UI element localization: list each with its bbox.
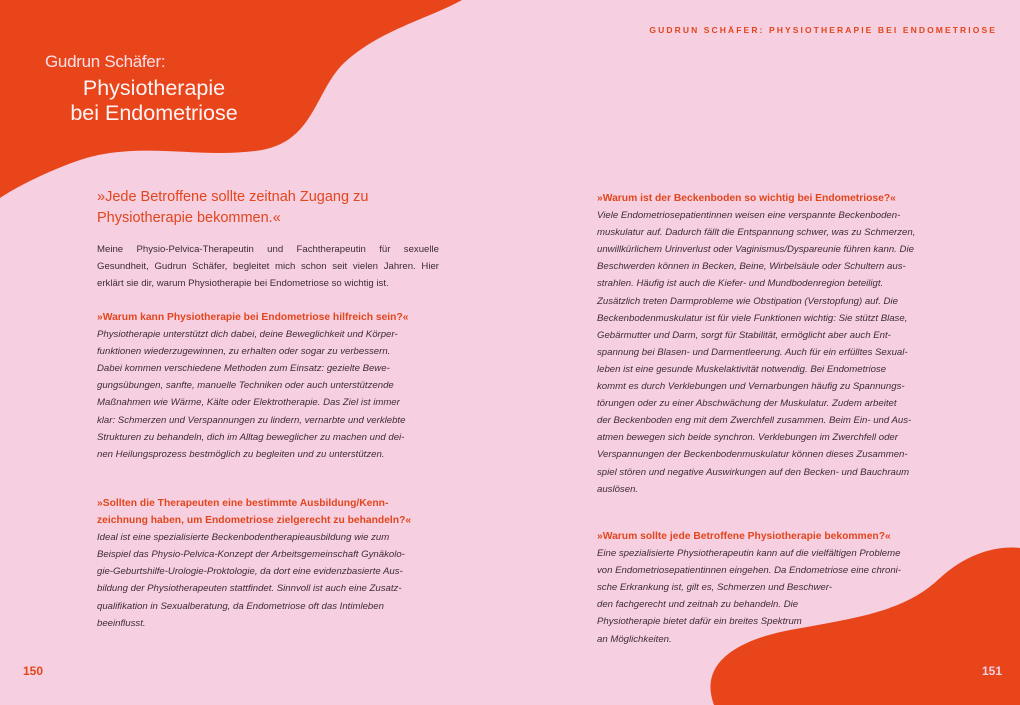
page-number-right: 151 — [982, 664, 1003, 678]
text-line: Strukturen zu behandeln, dich im Alltag beweglicher zu machen und dei- — [97, 431, 405, 443]
text-line: von Endometriosepatientinnen eingehen. Da Endometriose eine chroni- — [597, 565, 901, 577]
text-line: muskulatur auf. Dadurch fällt die Entspannung schwer, was zu Schmerzen, — [597, 227, 916, 239]
text-line: spannung bei Blasen- und Darmentleerung. Auch für ein erfülltes Sexual- — [597, 346, 908, 358]
page-number-left: 150 — [23, 664, 44, 678]
section-heading: »Warum sollte jede Betroffene Physiotherapie bekommen?« — [597, 531, 891, 542]
text-line: klar: Schmerzen und Verspannungen zu lindern, vernarbte und verklebte — [97, 414, 406, 426]
text-line: Ideal ist eine spezialisierte Beckenbodentherapieausbildung wie zum — [97, 532, 390, 544]
section-heading: »Sollten die Therapeuten eine bestimmte Ausbildung/Kenn- — [97, 498, 389, 509]
text-line: Eine spezialisierte Physiotherapeutin kann auf die vielfältigen Probleme — [597, 548, 901, 560]
text-line: Gebärmutter und Darm, sorgt für Stabilität, ermöglicht aber auch Ent- — [597, 329, 891, 341]
text-line: Viele Endometriosepatientinnen weisen eine verspannte Beckenboden- — [597, 210, 901, 222]
text-line: erklärt sie dir, warum Physiotherapie bei Endometriose so wichtig ist. — [97, 278, 389, 290]
section-q4 — [597, 528, 939, 648]
text-line: Physiotherapie unterstützt dich dabei, deine Beweglichkeit und Körper- — [97, 329, 398, 341]
text-line: Beschwerden können in Becken, Beine, Wirbelsäule oder Schultern aus- — [597, 261, 906, 273]
text-line: an Möglichkeiten. — [597, 633, 672, 645]
section-heading: zeichnung haben, um Endometriose zielgerecht zu behandeln?« — [97, 515, 412, 527]
title-line-1: Physiotherapie — [82, 76, 226, 100]
text-line: gungsübungen, sanfte, manuelle Techniken oder auch unterstützende — [97, 380, 394, 392]
text-line: kommt es durch Verklebungen und Vernarbungen häufig zu Spannungs- — [597, 381, 905, 393]
text-line: Zusätzlich treten Darmprobleme wie Obstipation (Verstopfung) auf. Die — [597, 295, 898, 307]
text-line: der Beckenboden eng mit dem Zwerchfell zusammen. Beim Ein- und Aus- — [597, 415, 912, 427]
text-line: bildung der Physiotherapeuten stattfindet. Sinnvoll ist auch eine Zusatz- — [97, 583, 402, 595]
section-heading: »Warum kann Physiotherapie bei Endometriose hilfreich sein?« — [97, 312, 409, 323]
text-line: Dabei kommen verschiedene Methoden zum Einsatz: gezielte Bewe- — [97, 363, 390, 375]
section-q1 — [97, 309, 439, 463]
text-line: Beckenbodenmuskulatur ist für viele Funktionen wichtig: Sie stützt Blase, — [597, 312, 908, 324]
text-line: Meine Physio-Pelvica-Therapeutin und Fachtherapeutin für sexuelle — [97, 244, 439, 255]
section-heading: »Warum ist der Beckenboden so wichtig bei Endometriose?« — [597, 193, 896, 204]
section-q3 — [597, 190, 939, 498]
text-line: Gesundheit, Gudrun Schäfer, begleitet mich schon seit vielen Jahren. Hier — [97, 261, 439, 273]
text-line: spiel stören und negative Auswirkungen auf den Becken- und Bauchraum — [597, 466, 910, 478]
text-line: nen Heilungsprozess bestmöglich zu begleiten und zu unterstützen. — [97, 448, 385, 460]
text-line: funktionen wiederzugewinnen, zu erhalten oder sogar zu verbessern. — [97, 346, 391, 358]
text-line: Maßnahmen wie Wärme, Kälte oder Elektrotherapie. Das Ziel ist immer — [97, 397, 400, 409]
text-line: Verspannungen der Beckenbodenmuskulatur können dieses Zusammen- — [597, 449, 908, 461]
text-line: atmen bewegen sich beide synchron. Verklebungen im Zwerchfell oder — [597, 432, 898, 444]
title-line-2: bei Endometriose — [70, 101, 238, 125]
pull-quote-line: Physiotherapie bekommen.« — [97, 210, 281, 226]
pull-quote-line: »Jede Betroffene sollte zeitnah Zugang zu — [97, 189, 369, 205]
text-line: leben ist eine gesunde Muskelaktivität notwendig. Bei Endometriose — [597, 363, 887, 375]
title-author: Gudrun Schäfer: — [45, 52, 166, 71]
running-header: GUDRUN SCHÄFER: PHYSIOTHERAPIE BEI ENDOMETRIOSE — [649, 25, 997, 35]
left-intro — [97, 241, 439, 292]
text-line: auslösen. — [597, 483, 639, 495]
text-line: qualifikation in Sexualberatung, da Endometriose oft das Intimleben — [97, 600, 384, 612]
text-line: sche Erkrankung ist, gilt es, Schmerzen und Beschwer- — [597, 582, 832, 594]
text-line: törungen oder zu einer Abschwächung der Muskulatur. Zudem arbeitet — [597, 398, 897, 410]
text-line: Beispiel das Physio-Pelvica-Konzept der Arbeitsgemeinschaft Gynäkolo- — [97, 549, 405, 561]
text-line: beeinflusst. — [97, 617, 146, 629]
pull-quote — [97, 187, 368, 229]
section-q2 — [97, 495, 439, 632]
text-line: gie-Geburtshilfe-Urologie-Proktologie, da dort eine evidenzbasierte Aus- — [97, 566, 403, 578]
text-line: unwillkürlichem Urinverlust oder Vaginismus/Dyspareunie führen kann. Die — [597, 244, 914, 256]
text-line: Physiotherapie bietet dafür ein breites Spektrum — [597, 616, 802, 628]
text-line: strahlen. Häufig ist auch die Kiefer- und Mundbodenregion beteiligt. — [597, 278, 884, 290]
chapter-title — [24, 76, 284, 126]
text-line: den fachgerecht und zeitnah zu behandeln. Die — [597, 599, 799, 611]
